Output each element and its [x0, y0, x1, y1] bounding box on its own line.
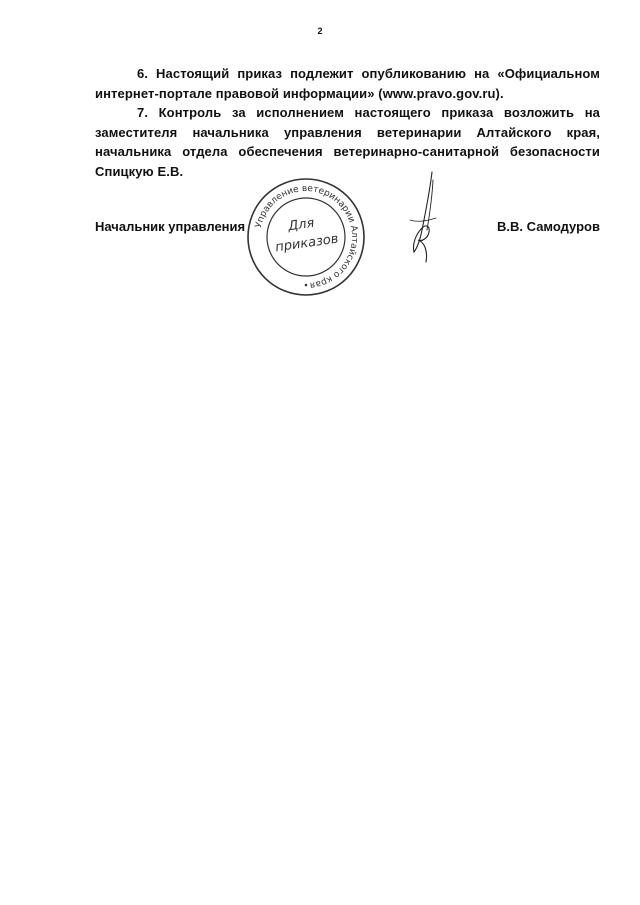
stamp-center-line-1: Для	[287, 215, 316, 235]
paragraph-6: 6. Настоящий приказ подлежит опубликованию на «Официальном интернет-портале правовой информации» (www.pravo.gov.ru).	[95, 66, 600, 101]
official-stamp	[245, 176, 367, 298]
signatory-name: В.В. Самодуров	[497, 219, 600, 234]
stamp-bottom-dot	[305, 284, 308, 287]
signature-stroke-cross	[410, 218, 436, 221]
stamp-center-line-2: приказов	[274, 231, 340, 256]
handwritten-signature	[402, 170, 442, 265]
document-body	[95, 64, 600, 181]
signatory-position: Начальник управления	[95, 219, 246, 234]
page-number: 2	[317, 26, 323, 36]
stamp-ring-text: Управление ветеринарии Алтайского края	[253, 183, 360, 290]
paragraph-7: 7. Контроль за исполнением настоящего приказа возложить на заместителя начальника управления ветеринарии Алтайского края, начальника отдела обеспечения ветеринарно-санитарной безопасности Спицкую Е.В.	[95, 105, 600, 179]
